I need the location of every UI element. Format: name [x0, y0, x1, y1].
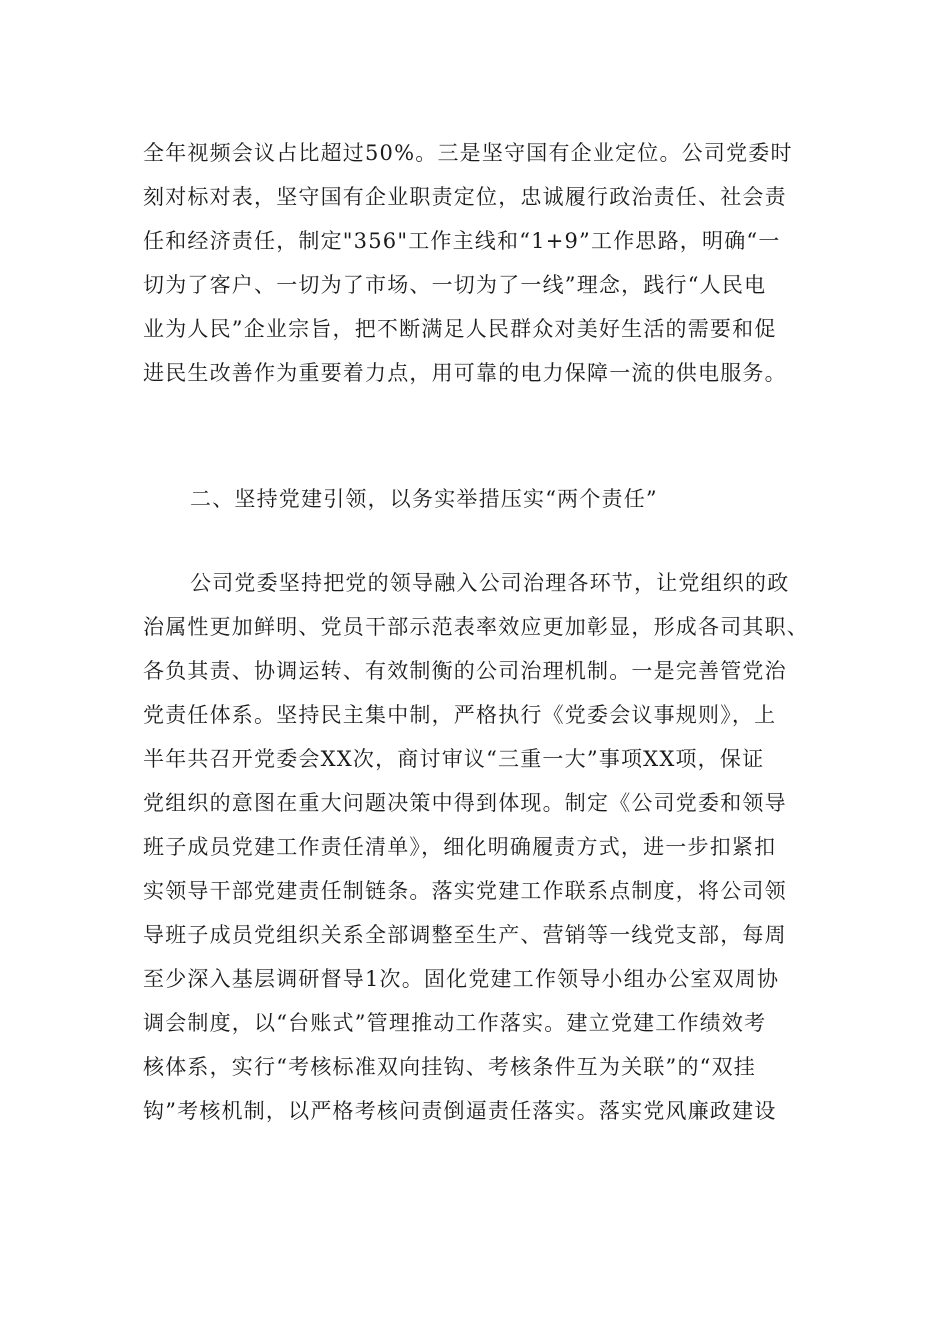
paragraph-2-line: 各负其责、协调运转、有效制衡的公司治理机制。一是完善管党治: [143, 659, 787, 683]
paragraph-2-line: 治属性更加鲜明、党员干部示范表率效应更加彰显，形成各司其职、: [143, 615, 809, 639]
paragraph-1-line: 刻对标对表，坚守国有企业职责定位，忠诚履行政治责任、社会责: [143, 185, 787, 209]
paragraph-2-line: 钩”考核机制，以严格考核问责倒逼责任落实。落实党风廉政建设: [143, 1099, 777, 1123]
paragraph-2-line: 实领导干部党建责任制链条。落实党建工作联系点制度，将公司领: [143, 879, 787, 903]
paragraph-1-line: 全年视频会议占比超过50%。三是坚守国有企业定位。公司党委时: [143, 141, 793, 165]
paragraph-2-line: 至少深入基层调研督导1次。固化党建工作领导小组办公室双周协: [143, 967, 780, 991]
paragraph-2-line: 班子成员党建工作责任清单》，细化明确履责方式，进一步扣紧扣: [143, 835, 777, 859]
paragraph-2-line: 核体系，实行“考核标准双向挂钩、考核条件互为关联”的“双挂: [143, 1055, 757, 1079]
section-heading: 二、坚持党建引领，以务实举措压实“两个责任”: [190, 487, 658, 511]
paragraph-2-line: 半年共召开党委会XX次，商讨审议“三重一大”事项XX项，保证: [143, 747, 765, 771]
paragraph-1-line: 业为人民”企业宗旨，把不断满足人民群众对美好生活的需要和促: [143, 317, 777, 341]
paragraph-1-line: 进民生改善作为重要着力点，用可靠的电力保障一流的供电服务。: [143, 361, 787, 385]
paragraph-2-line: 党责任体系。坚持民主集中制，严格执行《党委会议事规则》，上: [143, 703, 777, 727]
paragraph-2-line: 调会制度，以“台账式”管理推动工作落实。建立党建工作绩效考: [143, 1011, 767, 1035]
paragraph-1-line: 切为了客户、一切为了市场、一切为了一线”理念，践行“人民电: [143, 273, 767, 297]
paragraph-2-line: 导班子成员党组织关系全部调整至生产、营销等一线党支部，每周: [143, 923, 787, 947]
paragraph-1-line: 任和经济责任，制定"356"工作主线和“1+9”工作思路，明确“一: [143, 229, 781, 253]
paragraph-2-line: 党组织的意图在重大问题决策中得到体现。制定《公司党委和领导: [143, 791, 787, 815]
paragraph-2-line: 公司党委坚持把党的领导融入公司治理各环节，让党组织的政: [190, 571, 790, 595]
